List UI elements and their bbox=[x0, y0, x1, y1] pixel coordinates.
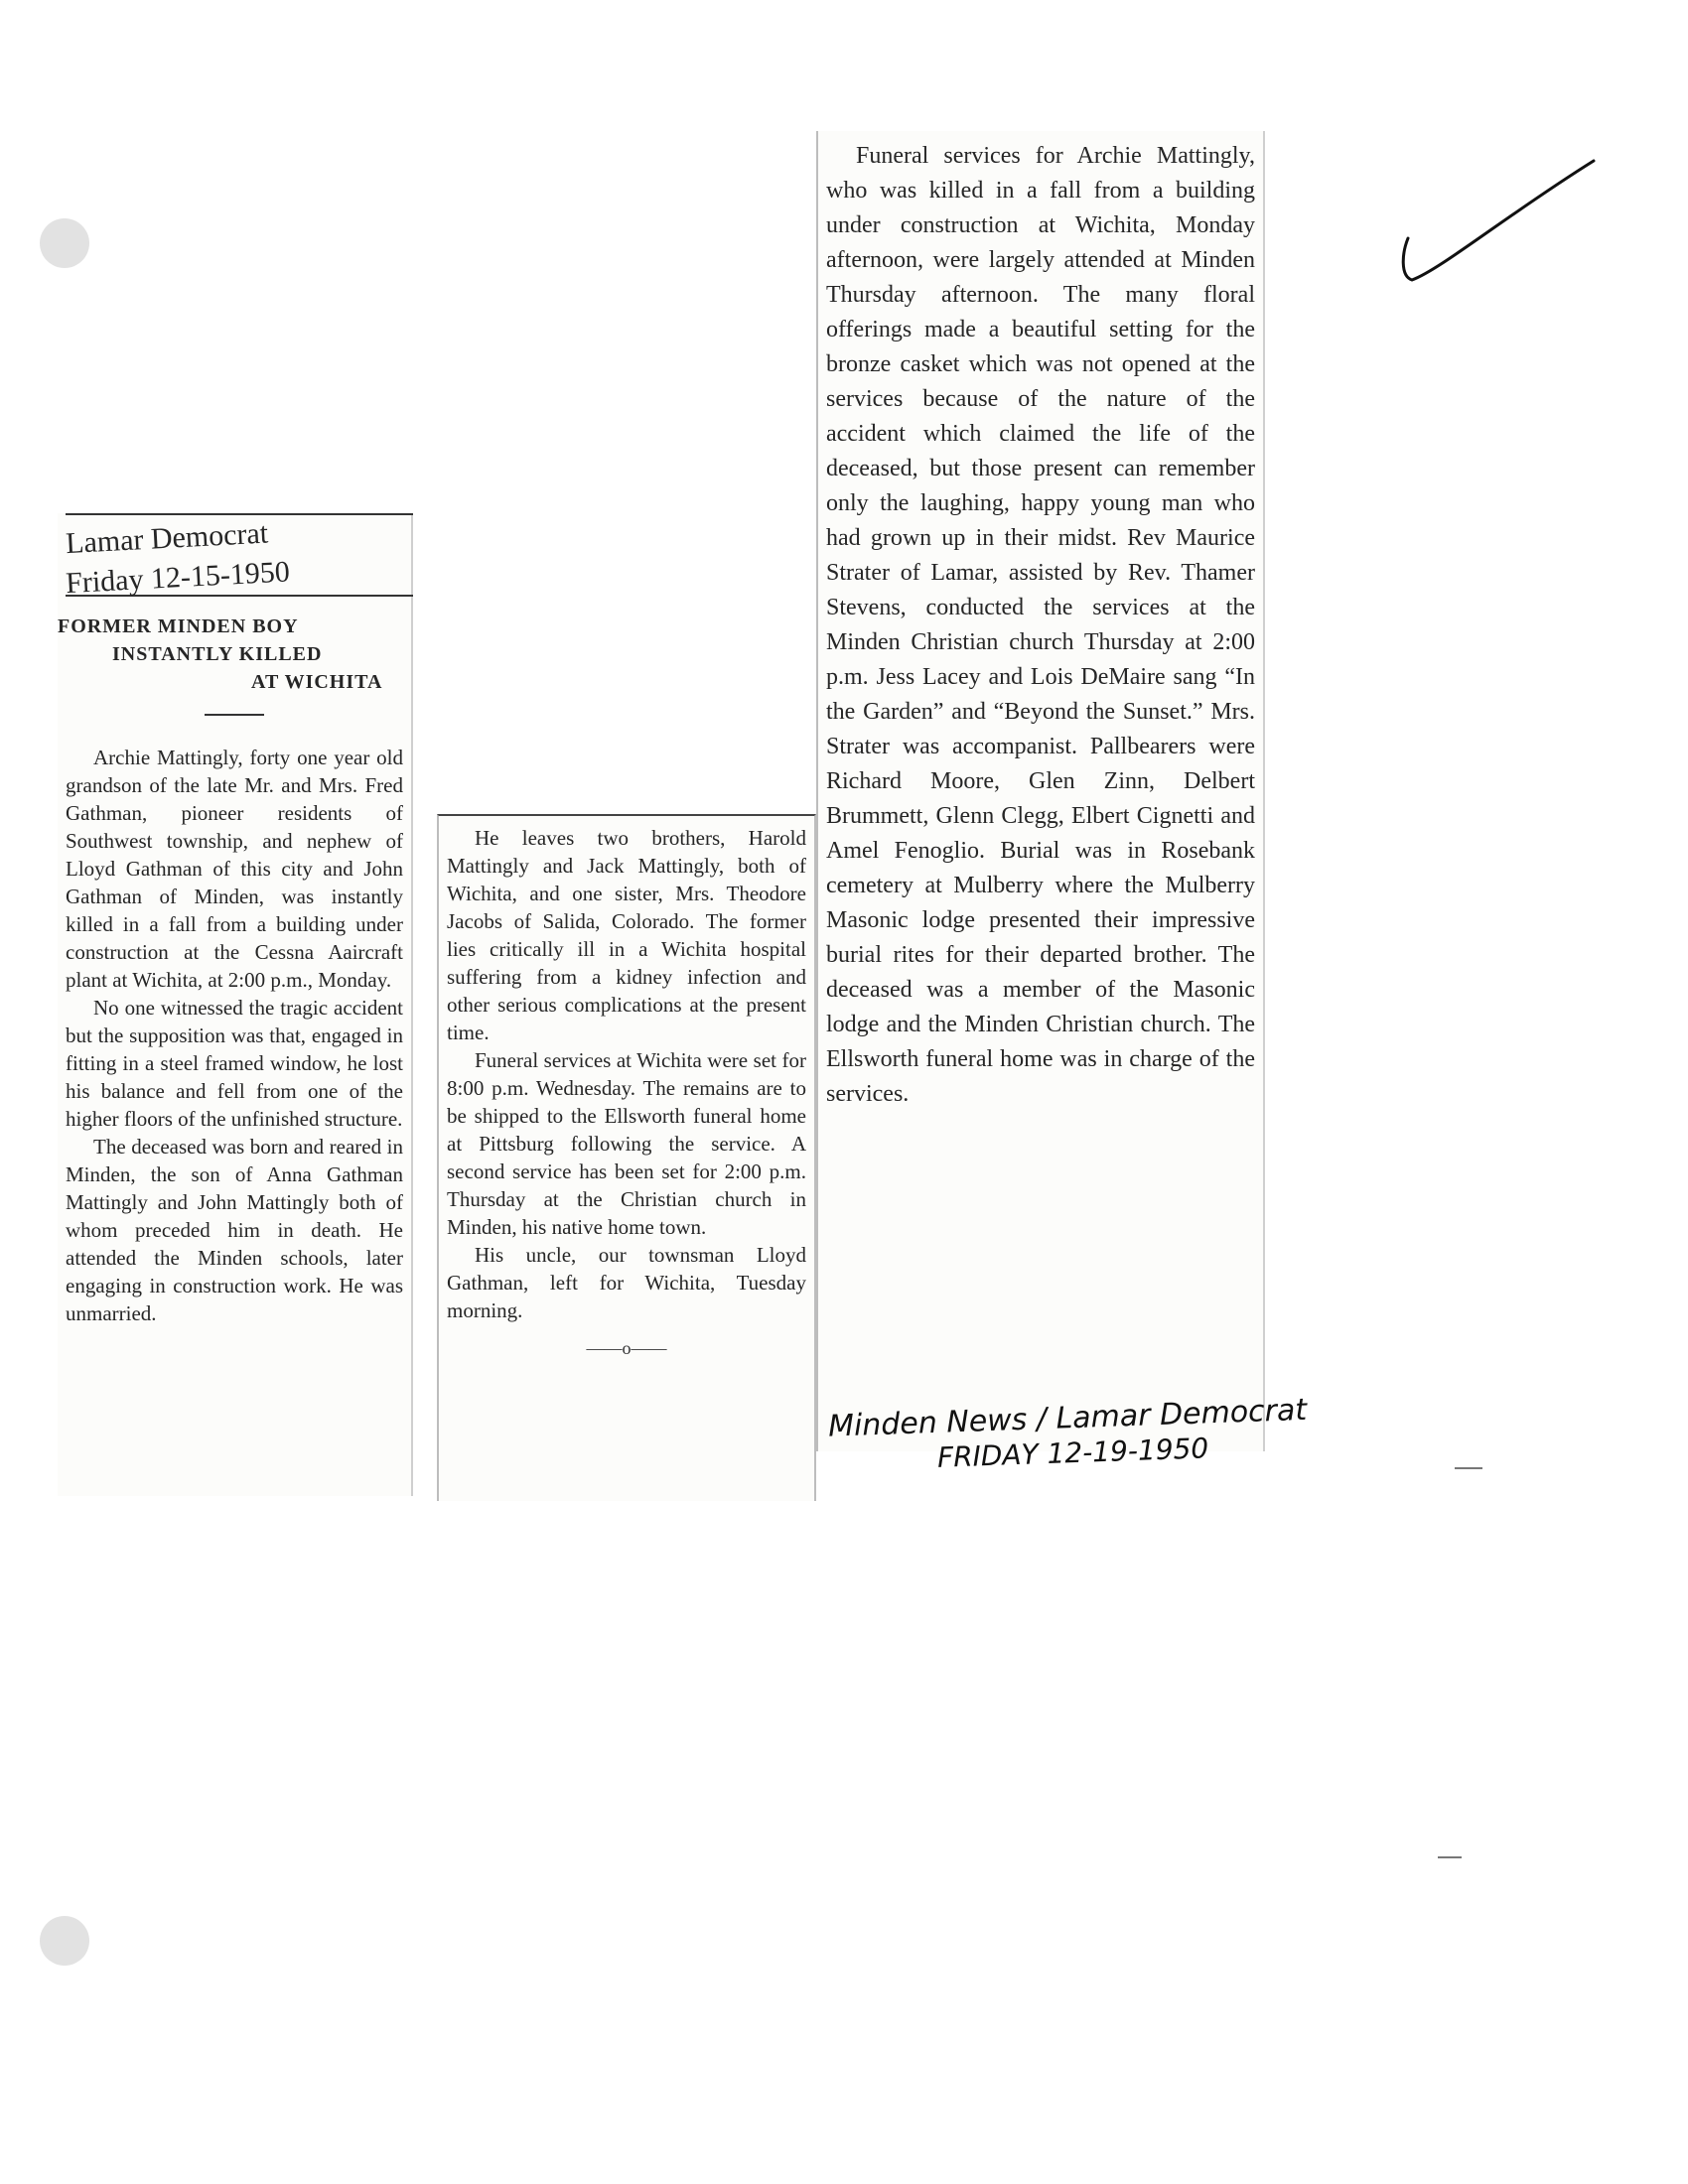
left-clipping bbox=[58, 513, 413, 1496]
scan-speck bbox=[1455, 1467, 1482, 1469]
handwritten-paper-name: Lamar Democrat bbox=[65, 516, 269, 561]
paragraph: The deceased was born and reared in Minden, the son of Anna Gathman Mattingly and John Mattingly both of whom preceded him in death. He attended the Minden schools, later engaging in construction work. He was unmarried. bbox=[66, 1135, 403, 1325]
punch-hole-top bbox=[40, 218, 89, 268]
end-ornament: ——o—— bbox=[586, 1338, 667, 1358]
headline-line-2: INSTANTLY KILLED bbox=[112, 643, 323, 665]
right-clipping-body bbox=[818, 131, 1263, 1112]
handwritten-source-right bbox=[827, 1392, 1308, 1474]
paragraph: He leaves two brothers, Harold Mattingly and Jack Mattingly, both of Wichita, and one sister, Mrs. Theodore Jacobs of Salida, Colorado. The former lies critically ill in a Wichita hospital suffering from a kidney infection and other serious complications at the present time. bbox=[447, 826, 806, 1044]
paragraph: Funeral services at Wichita were set for 8:00 p.m. Wednesday. The remains are to be shipped to the Ellsworth funeral home at Pittsburg following the service. A second service has been set for 2:00 p.m. Thursday at the Christian church in Minden, his native home town. bbox=[447, 1048, 806, 1239]
handwritten-source-left bbox=[65, 513, 413, 601]
paragraph: Funeral services for Archie Mattingly, who was killed in a fall from a building under construction at Wichita, Monday afternoon, were largely attended at Minden Thursday afternoon. The many floral offerings made a beautiful setting for the bronze casket which was not opened at the services because of the nature of the accident which claimed the life of the deceased, but those present can remember only the laughing, happy young man who had grown up in their midst. Rev Maurice Strater of Lamar, assisted by Rev. Thamer Stevens, conducted the services at the Minden Christian church Thursday at 2:00 p.m. Jess Lacey and Lois DeMaire sang “In the Garden” and “Beyond the Sunset.” Mrs. Strater was accompanist. Pallbearers were Richard Moore, Glen Zinn, Delbert Brummett, Glenn Clegg, Elbert Cignetti and Amel Fenoglio. Burial was in Rosebank cemetery at Mulberry where the Mulberry Masonic lodge presented their impressive burial rites for their departed brother. The deceased was a member of the Masonic lodge and the Minden Christian church. The Ellsworth funeral home was in charge of the services. bbox=[826, 143, 1255, 1107]
headline-divider bbox=[205, 714, 264, 716]
headline-line-1: FORMER MINDEN BOY bbox=[58, 615, 299, 637]
headline-line-3: AT WICHITA bbox=[251, 671, 383, 693]
handwritten-date: FRIDAY 12-19-1950 bbox=[936, 1432, 1209, 1474]
handwritten-date: Friday 12-15-1950 bbox=[65, 555, 291, 601]
scan-speck bbox=[1438, 1856, 1462, 1858]
handwritten-paper-names: Minden News / Lamar Democrat bbox=[827, 1392, 1308, 1444]
checkmark-icon bbox=[1400, 159, 1599, 298]
middle-clipping bbox=[437, 814, 816, 1501]
paragraph: Archie Mattingly, forty one year old grandson of the late Mr. and Mrs. Fred Gathman, pioneer residents of Southwest township, and nephew of Lloyd Gathman of this city and John Gathman of Minden, was instantly killed in a fall from a building under construction at the Cessna Aaircraft plant at Wichita, at 2:00 p.m., Monday. bbox=[66, 746, 403, 992]
paragraph: No one witnessed the tragic accident but the supposition was that, engaged in fitting in a steel framed window, he lost his balance and fell from one of the higher floors of the unfinished structure. bbox=[66, 996, 403, 1131]
paragraph: His uncle, our townsman Lloyd Gathman, left for Wichita, Tuesday morning. bbox=[447, 1243, 806, 1322]
left-clipping-body bbox=[58, 736, 411, 1327]
punch-hole-bottom bbox=[40, 1916, 89, 1966]
headline bbox=[58, 613, 411, 696]
middle-clipping-body bbox=[439, 816, 814, 1362]
right-clipping bbox=[816, 131, 1308, 1474]
